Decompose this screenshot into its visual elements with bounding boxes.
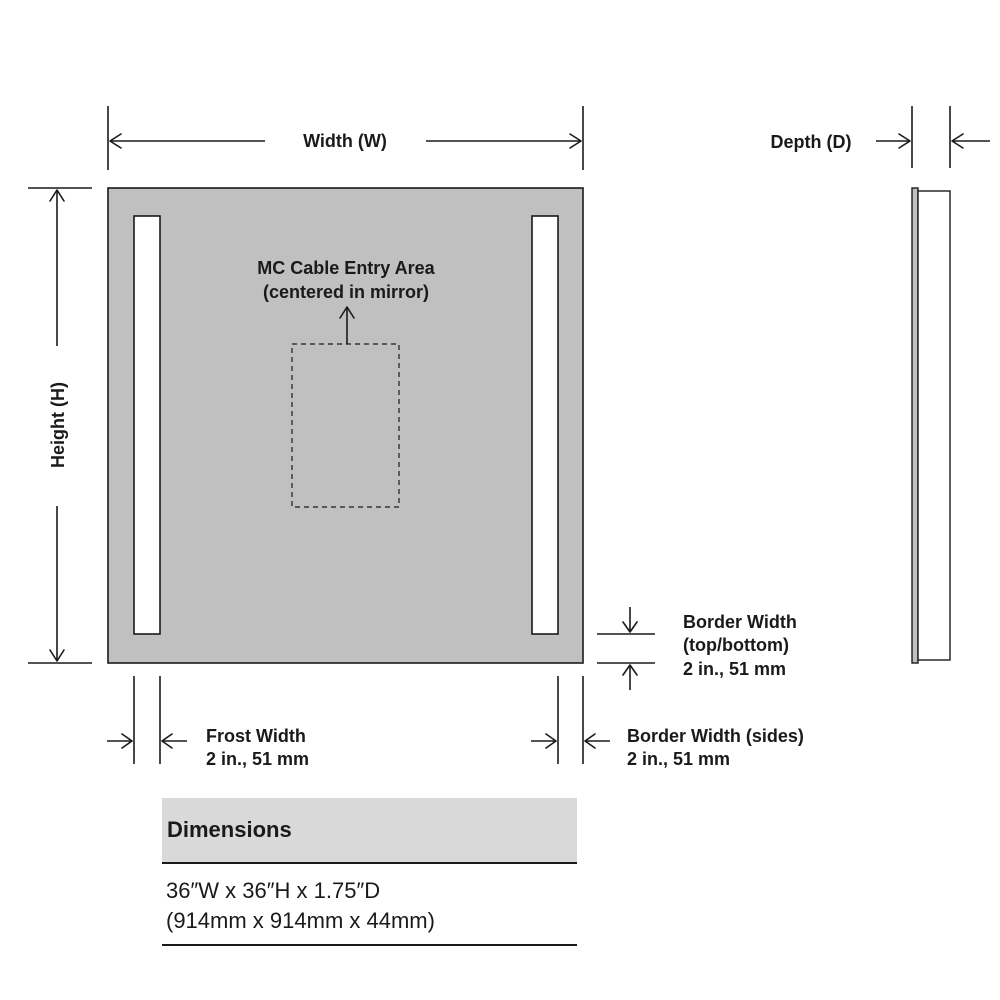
mirror-front-view <box>108 188 583 663</box>
dimensions-metric: (914mm x 914mm x 44mm) <box>166 908 435 933</box>
side-housing <box>918 191 950 660</box>
depth-dimension <box>771 106 990 168</box>
frost-strip-right <box>532 216 558 634</box>
mc-cable-label-line2: (centered in mirror) <box>262 282 430 302</box>
mirror-side-view <box>912 188 950 663</box>
border-tb-label-line1: Border Width <box>683 612 797 632</box>
dimensions-table <box>162 798 577 946</box>
dimensions-imperial: 36″W x 36″H x 1.75″D <box>166 878 381 903</box>
border-tb-label-line2: (top/bottom) <box>683 635 789 655</box>
frost-strip-left <box>134 216 160 634</box>
width-label: Width (W) <box>303 131 387 151</box>
dimensions-table-body <box>162 864 577 946</box>
frost-label-line2: 2 in., 51 mm <box>206 749 310 769</box>
height-label: Height (H) <box>48 382 68 468</box>
width-dimension <box>108 106 583 170</box>
border-top-bottom-dimension <box>597 607 797 690</box>
border-tb-label-line3: 2 in., 51 mm <box>683 659 787 679</box>
frost-width-dimension <box>107 676 309 769</box>
border-sides-label-line1: Border Width (sides) <box>627 726 804 746</box>
mc-cable-label-line1: MC Cable Entry Area <box>257 258 435 278</box>
dimensions-table-header: Dimensions <box>162 798 577 864</box>
side-glass <box>912 188 918 663</box>
frost-label-line1: Frost Width <box>206 726 306 746</box>
depth-label: Depth (D) <box>770 132 852 152</box>
border-sides-dimension <box>531 676 804 769</box>
height-dimension <box>28 188 92 663</box>
border-sides-label-line2: 2 in., 51 mm <box>627 749 731 769</box>
